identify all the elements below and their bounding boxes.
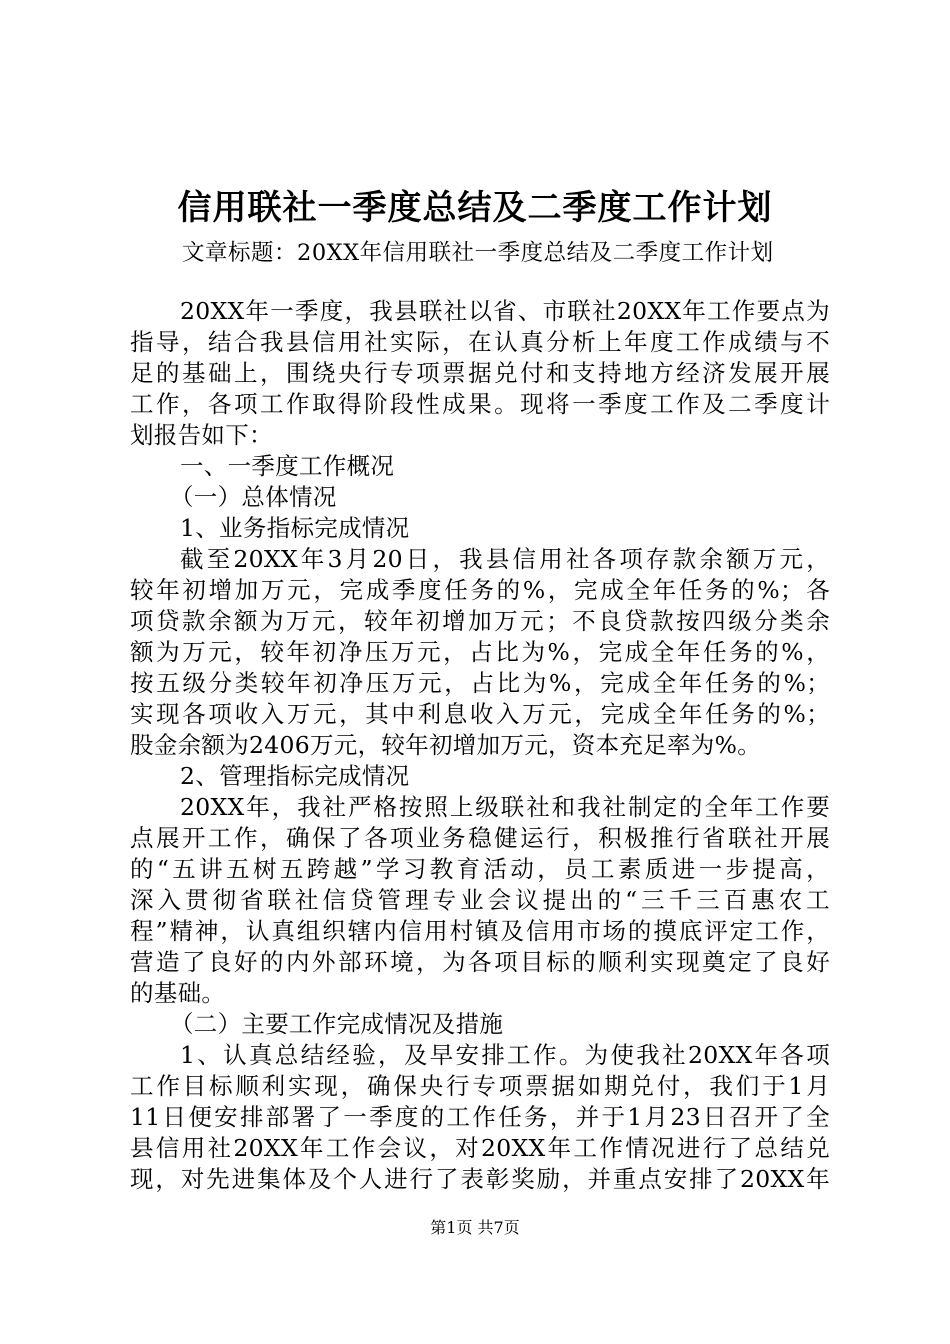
- subsection-heading: （二）主要工作完成情况及措施: [170, 1010, 504, 1038]
- paragraph-line: 现，对先进集体及个人进行了表彰奖励，并重点安排了20XX年: [130, 1165, 830, 1193]
- paragraph-line: 县信用社20XX年工作会议，对20XX年工作情况进行了总结兑: [130, 1134, 830, 1162]
- paragraph-line: 20XX年一季度，我县联社以省、市联社20XX年工作要点为: [180, 297, 830, 325]
- item-heading: 2、管理指标完成情况: [180, 762, 410, 790]
- document-subtitle: 文章标题：20XX年信用联社一季度总结及二季度工作计划: [182, 240, 774, 266]
- paragraph-line: 工作目标顺利实现，确保央行专项票据如期兑付，我们于1月: [130, 1072, 830, 1100]
- paragraph-line: 额为万元，较年初净压万元，占比为%，完成全年任务的%，: [130, 638, 830, 666]
- subsection-heading: （一）总体情况: [170, 483, 337, 511]
- paragraph-line: 足的基础上，围绕央行专项票据兑付和支持地方经济发展开展: [130, 359, 830, 387]
- paragraph-line: 工作，各项工作取得阶段性成果。现将一季度工作及二季度计: [130, 390, 830, 418]
- paragraph-line: 20XX年，我社严格按照上级联社和我社制定的全年工作要: [180, 793, 830, 821]
- paragraph-line: 实现各项收入万元，其中利息收入万元，完成全年任务的%；: [130, 700, 830, 728]
- paragraph-line: 较年初增加万元，完成季度任务的%，完成全年任务的%；各: [130, 576, 830, 604]
- paragraph-line: 程”精神，认真组织辖内信用村镇及信用市场的摸底评定工作，: [130, 917, 830, 945]
- paragraph-line: 的基础。: [130, 979, 226, 1007]
- paragraph-line: 点展开工作，确保了各项业务稳健运行，积极推行省联社开展: [130, 824, 830, 852]
- paragraph-line: 深入贯彻省联社信贷管理专业会议提出的“三千三百惠农工: [130, 886, 830, 914]
- page-number-footer: 第1页 共7页: [430, 1218, 520, 1237]
- paragraph-line: 划报告如下：: [130, 421, 273, 449]
- paragraph-line: 指导，结合我县信用社实际，在认真分析上年度工作成绩与不: [130, 328, 830, 356]
- paragraph-line: 营造了良好的内外部环境，为各项目标的顺利实现奠定了良好: [130, 948, 830, 976]
- document-title: 信用联社一季度总结及二季度工作计划: [177, 188, 773, 228]
- paragraph-line: 按五级分类较年初净压万元，占比为%，完成全年任务的%；: [130, 669, 830, 697]
- paragraph-line: 11日便安排部署了一季度的工作任务，并于1月23日召开了全: [130, 1103, 830, 1131]
- paragraph-line: 的“五讲五树五跨越”学习教育活动，员工素质进一步提高，: [130, 855, 830, 883]
- paragraph-line: 项贷款余额为万元，较年初增加万元；不良贷款按四级分类余: [130, 607, 830, 635]
- document-body: [130, 296, 830, 1195]
- paragraph-line: 1、认真总结经验，及早安排工作。为使我社20XX年各项: [180, 1041, 830, 1069]
- paragraph-line: 截至20XX年3月20日，我县信用社各项存款余额万元，: [180, 545, 830, 573]
- section-heading: 一、一季度工作概况: [180, 452, 395, 480]
- paragraph-line: 股金余额为2406万元，较年初增加万元，资本充足率为%。: [130, 731, 762, 759]
- item-heading: 1、业务指标完成情况: [180, 514, 410, 542]
